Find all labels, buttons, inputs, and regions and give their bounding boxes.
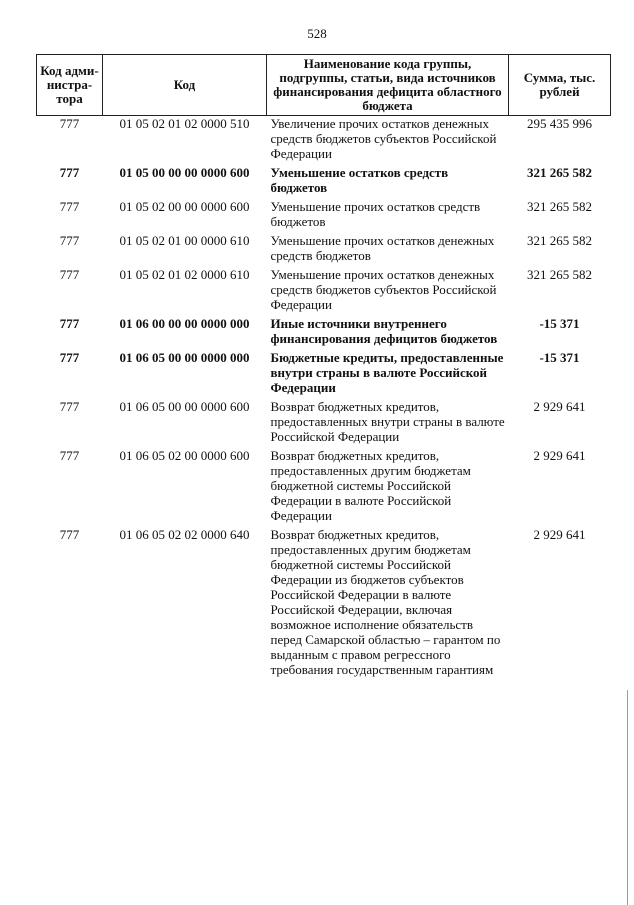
sum-cell: 321 265 582	[527, 233, 592, 248]
sum-cell: 321 265 582	[527, 267, 592, 282]
name-cell: Уменьшение прочих остатков средств бюджетов	[270, 199, 481, 229]
code-cell: 01 06 05 02 02 0000 640	[119, 527, 250, 542]
admin-code-cell: 777	[59, 350, 80, 365]
code-cell: 01 06 05 02 00 0000 600	[119, 448, 250, 463]
admin-code-cell: 777	[59, 316, 80, 331]
table-row	[37, 165, 611, 199]
name-cell: Возврат бюджетных кредитов, предоставленных внутри страны в валюте Российской Федерации	[270, 399, 505, 444]
sum-cell: 2 929 641	[533, 448, 586, 463]
admin-code-cell: 777	[59, 267, 80, 282]
admin-code-cell: 777	[59, 199, 80, 214]
header-admin-code: Код адми-нистра-тора	[37, 55, 103, 116]
table-row	[37, 267, 611, 316]
table-row	[37, 316, 611, 350]
sum-cell: -15 371	[539, 316, 580, 331]
sum-cell: -15 371	[539, 350, 580, 365]
name-cell: Уменьшение прочих остатков денежных средств бюджетов	[270, 233, 495, 263]
name-cell: Бюджетные кредиты, предоставленные внутри страны в валюте Российской Федерации	[270, 350, 504, 395]
sum-cell: 2 929 641	[533, 527, 586, 542]
name-cell: Возврат бюджетных кредитов, предоставленных другим бюджетам бюджетной системы Российской Федерации из бюджетов субъектов Российской Федерации в валюте Российской Федерации, включая возможное исполнение обязательств перед Самарской областью – гарантом по выданным с правом регрессного требования государственным гарантиям	[270, 527, 501, 677]
admin-code-cell: 777	[59, 116, 80, 131]
header-sum: Сумма, тыс. рублей	[509, 55, 611, 116]
sum-cell: 2 929 641	[533, 399, 586, 414]
table-row	[37, 448, 611, 527]
table-row	[37, 199, 611, 233]
code-cell: 01 05 02 00 00 0000 600	[119, 199, 250, 214]
admin-code-cell: 777	[59, 527, 80, 542]
table-row	[37, 399, 611, 448]
code-cell: 01 05 02 01 02 0000 610	[119, 267, 250, 282]
table-body	[37, 116, 611, 682]
sum-cell: 321 265 582	[527, 199, 592, 214]
header-name: Наименование кода группы, подгруппы, статьи, вида источников финансирования дефицита областного бюджета	[267, 55, 509, 116]
page-number: 528	[307, 26, 327, 41]
header-code: Код	[103, 55, 267, 116]
sum-cell: 295 435 996	[527, 116, 592, 131]
name-cell: Иные источники внутреннего финансирования дефицитов бюджетов	[270, 316, 498, 346]
admin-code-cell: 777	[59, 448, 80, 463]
name-cell: Уменьшение прочих остатков денежных средств бюджетов субъектов Российской Федерации	[270, 267, 497, 312]
name-cell: Возврат бюджетных кредитов, предоставленных другим бюджетам бюджетной системы Российской Федерации в валюте Российской Федерации	[270, 448, 471, 523]
name-cell: Уменьшение остатков средств бюджетов	[270, 165, 449, 195]
sum-cell: 321 265 582	[527, 165, 592, 180]
table-row	[37, 527, 611, 681]
code-cell: 01 05 02 01 00 0000 610	[119, 233, 250, 248]
code-cell: 01 06 00 00 00 0000 000	[119, 316, 250, 331]
code-cell: 01 06 05 00 00 0000 000	[119, 350, 250, 365]
code-cell: 01 05 02 01 02 0000 510	[119, 116, 250, 131]
scan-edge-line	[627, 690, 628, 905]
table-row	[37, 116, 611, 166]
table-header	[37, 55, 611, 116]
name-cell: Увеличение прочих остатков денежных средств бюджетов субъектов Российской Федерации	[270, 116, 497, 161]
table-row	[37, 233, 611, 267]
admin-code-cell: 777	[59, 399, 80, 414]
table-row	[37, 350, 611, 399]
code-cell: 01 05 00 00 00 0000 600	[119, 165, 250, 180]
budget-sources-table	[36, 54, 611, 681]
code-cell: 01 06 05 00 00 0000 600	[119, 399, 250, 414]
admin-code-cell: 777	[59, 233, 80, 248]
admin-code-cell: 777	[59, 165, 80, 180]
